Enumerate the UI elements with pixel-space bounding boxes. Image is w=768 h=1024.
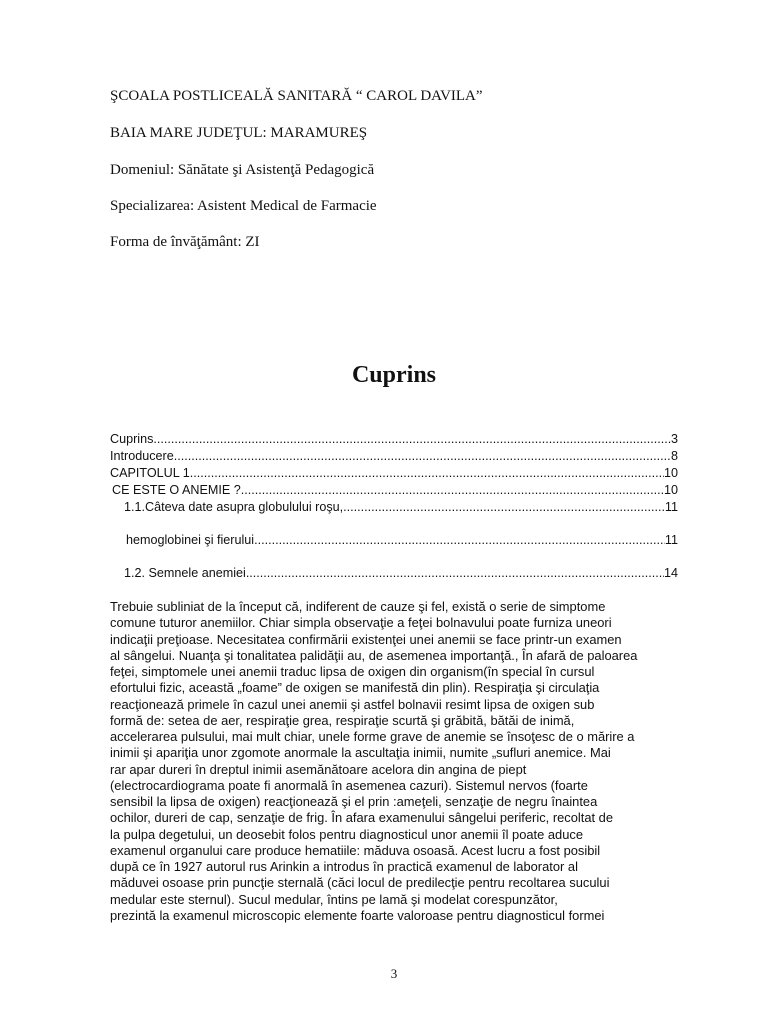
body-line: feţei, simptomele unei anemii traduc lipsa de oxigen din organism(în special în cursul xyxy=(110,664,595,679)
toc-entry-text: 1.1.Câteva date asupra globulului roşu, xyxy=(124,500,344,514)
toc-leader-dots xyxy=(174,449,671,464)
body-line: inimii şi apariţia unor zgomote anormale la ascultaţia inimii, numite „sufluri anemice. Mai xyxy=(110,745,611,761)
toc-entry[interactable] xyxy=(110,566,678,581)
toc-leader-dots xyxy=(241,483,664,498)
toc-entry-text: 1.2. Semnele anemiei xyxy=(124,566,246,580)
body-line: sensibil la lipsa de oxigen) reacţionează şi el prin :ameţeli, senzaţie de negru înaintea xyxy=(110,794,598,809)
toc-entry[interactable] xyxy=(110,466,678,481)
page-number: 3 xyxy=(390,966,398,981)
toc-leader-dots xyxy=(153,432,671,447)
toc-entry-page: 3 xyxy=(670,432,678,446)
toc-entry-page: 11 xyxy=(664,500,678,514)
toc-entry[interactable] xyxy=(110,449,678,464)
toc-entry[interactable] xyxy=(110,500,678,515)
body-line: măduvei osoase prin puncţie sternală (căci locul de predilecţie pentru recoltarea sucului xyxy=(110,875,610,891)
body-line: Trebuie subliniat de la început că, indiferent de cauze şi fel, există o serie de simptome xyxy=(110,599,606,614)
toc-entry[interactable] xyxy=(110,533,678,548)
body-line: după ce în 1927 autorul rus Arinkin a introdus în practică examenul de laborator al xyxy=(110,859,578,874)
toc-entry-text: hemoglobinei şi fierului xyxy=(126,533,255,547)
school-name: ŞCOALA POSTLICEALĂ SANITARĂ “ CAROL DAVILA” xyxy=(110,88,483,104)
body-line: efortului fizic, această „foame” de oxigen se manifestă din plin). Respiraţia şi circulaţia xyxy=(110,680,600,696)
toc-title: Cuprins xyxy=(351,362,437,388)
toc-leader-dots xyxy=(246,566,664,581)
body-line: formă de: setea de aer, respiraţie grea, respiraţie scurtă şi grăbită, bătăi de inimă, xyxy=(110,712,575,728)
body-line: ochilor, dureri de cap, senzaţie de frig. În afara examenului sângelui periferic, recoltat de xyxy=(110,810,614,826)
toc-entry-page: 8 xyxy=(670,449,678,463)
toc-entry-page: 10 xyxy=(663,483,678,497)
toc-entry-page: 14 xyxy=(663,566,678,580)
body-line: comune tuturor anemiilor. Chiar simpla observaţie a feţei bolnavului poate furniza uneori xyxy=(110,615,612,631)
body-paragraph xyxy=(110,599,690,924)
body-line: (electrocardiograma poate fi anormală în asemenea cazuri). Sistemul nervos (foarte xyxy=(110,777,588,793)
body-line: rar apar dureri în dreptul inimii asemănătoare acelora din angina de piept xyxy=(110,761,527,777)
toc-entry-page: 10 xyxy=(663,466,678,480)
body-line: al sângelui. Nuanţa şi tonalitatea palidăţii au, de asemenea importanţă., În afară de paloarea xyxy=(110,647,638,663)
body-line: reacţionează primele în cazul unei anemii şi astfel bolnavii resimt lipsa de oxigen sub xyxy=(110,696,595,712)
toc-leader-dots xyxy=(190,466,664,481)
toc-leader-dots xyxy=(254,533,665,548)
body-line: accelerarea pulsului, mai mult chiar, unele forme grave de anemie se însoţesc de o mărire a xyxy=(110,729,635,744)
school-location: BAIA MARE JUDEŢUL: MARAMUREŞ xyxy=(110,125,368,141)
toc-entry[interactable] xyxy=(110,483,678,498)
body-line: examenul organului care produce hematiile: măduva osoasă. Acest lucru a fost posibil xyxy=(110,842,601,858)
toc-leader-dots xyxy=(343,500,665,515)
toc-entry[interactable] xyxy=(110,432,678,447)
toc-entry-text: CE ESTE O ANEMIE ? xyxy=(112,483,241,497)
body-line: medular este sternul). Sucul medular, întins pe lamă şi modelat corespunzător, xyxy=(110,891,558,907)
education-form-line: Forma de învăţământ: ZI xyxy=(110,234,260,250)
body-line: indicaţii preţioase. Necesitatea confirmării existenţei unei anemii se face printr-un examen xyxy=(110,631,622,647)
toc-entry-text: Introducere xyxy=(110,449,174,463)
specialization-line: Specializarea: Asistent Medical de Farmacie xyxy=(110,198,377,214)
toc-entry-page: 11 xyxy=(664,533,678,547)
body-line: la pulpa degetului, un deosebit folos pentru diagnosticul unor anemii îl poate aduce xyxy=(110,826,583,842)
domain-line: Domeniul: Sănătate şi Asistenţă Pedagogică xyxy=(110,162,375,178)
body-line: prezintă la examenul microscopic elemente foarte valoroase pentru diagnosticul formei xyxy=(110,907,605,923)
toc-entry-text: CAPITOLUL 1 xyxy=(110,466,190,480)
toc-entry-text: Cuprins xyxy=(110,432,154,446)
